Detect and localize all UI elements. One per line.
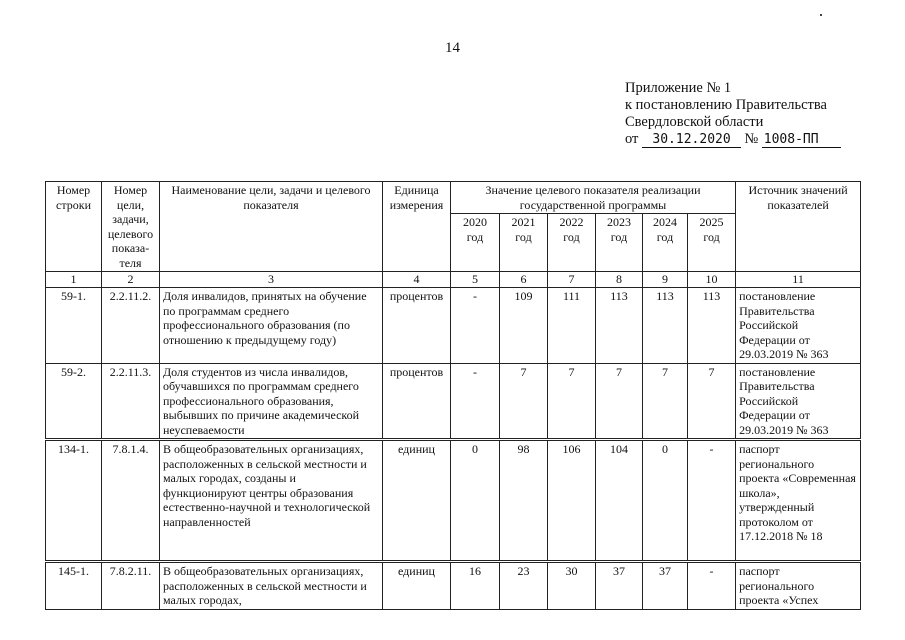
scan-speck [820,14,822,16]
header-year-2020: 2020 год [451,214,500,272]
value-2025: - [688,440,736,562]
header-row-no: Номер строки [46,182,102,272]
col-number: 11 [736,272,861,288]
value-2022: 106 [548,440,596,562]
appendix-title: Приложение № 1 [625,80,732,96]
value-2022: 30 [548,562,596,610]
value-2022: 111 [548,288,596,364]
appendix-line-3: Свердловской области [625,114,764,130]
table-row [46,562,861,610]
table-row [46,440,861,562]
value-2025: 7 [688,363,736,440]
header-name: Наименование цели, задачи и целевого показателя [160,182,383,272]
source: паспорт регионального проекта «Успех [736,562,861,610]
table-row [46,363,861,440]
header-source: Источник значений показателей [736,182,861,272]
goal-number: 2.2.11.3. [102,363,160,440]
source: паспорт регионального проекта «Современная школа», утвержденный протоколом от 17.12.2018 № 18 [736,440,861,562]
value-2021: 23 [500,562,548,610]
row-number: 59-2. [46,363,102,440]
value-2023: 104 [596,440,643,562]
unit: процентов [383,363,451,440]
indicator-name: Доля инвалидов, принятых на обучение по программам среднего профессионального образования (по отношению к предыдущему году) [160,288,383,364]
indicator-name: В общеобразовательных организациях, расположенных в сельской местности и малых городах, [160,562,383,610]
column-numbers-row [46,272,861,288]
unit: процентов [383,288,451,364]
value-2021: 98 [500,440,548,562]
appendix-date-line [625,131,841,148]
from-label: от [625,131,639,147]
row-number: 145-1. [46,562,102,610]
header-year-2024: 2024 год [643,214,688,272]
value-2025: 113 [688,288,736,364]
value-2023: 7 [596,363,643,440]
indicator-name: В общеобразовательных организациях, расположенных в сельской местности и малых городах, созданы и функционируют центры образования естественно-научной и технологической направленностей [160,440,383,562]
source: постановление Правительства Российской Федерации от 29.03.2019 № 363 [736,288,861,364]
value-2020: 0 [451,440,500,562]
value-2024: 113 [643,288,688,364]
goal-number: 7.8.1.4. [102,440,160,562]
value-2021: 7 [500,363,548,440]
value-2022: 7 [548,363,596,440]
header-year-2025: 2025 год [688,214,736,272]
header-unit: Единица измерения [383,182,451,272]
appendix-line-2: к постановлению Правительства [625,97,827,113]
header-year-2022: 2022 год [548,214,596,272]
indicators-table [45,181,861,610]
col-number: 6 [500,272,548,288]
source: постановление Правительства Российской Федерации от 29.03.2019 № 363 [736,363,861,440]
table-row [46,288,861,364]
number-label: № [744,131,759,147]
header-year-2021: 2021 год [500,214,548,272]
value-2025: - [688,562,736,610]
header-values-group: Значение целевого показателя реализации государственной программы [451,182,736,214]
col-number: 5 [451,272,500,288]
header-year-2023: 2023 год [596,214,643,272]
value-2023: 37 [596,562,643,610]
col-number: 1 [46,272,102,288]
col-number: 3 [160,272,383,288]
col-number: 7 [548,272,596,288]
unit: единиц [383,440,451,562]
value-2020: - [451,363,500,440]
indicator-name: Доля студентов из числа инвалидов, обучавшихся по программам среднего профессионального образования, выбывших по причине академической неуспеваемости [160,363,383,440]
col-number: 4 [383,272,451,288]
value-2024: 37 [643,562,688,610]
row-number: 134-1. [46,440,102,562]
decree-date: 30.12.2020 [642,132,740,148]
value-2020: 16 [451,562,500,610]
col-number: 10 [688,272,736,288]
goal-number: 7.8.2.11. [102,562,160,610]
decree-number: 1008-ПП [762,132,841,148]
value-2020: - [451,288,500,364]
value-2024: 0 [643,440,688,562]
header-goal-no: Номер цели, задачи, целевого показа-теля [102,182,160,272]
value-2021: 109 [500,288,548,364]
value-2024: 7 [643,363,688,440]
appendix-block [625,80,841,148]
goal-number: 2.2.11.2. [102,288,160,364]
col-number: 2 [102,272,160,288]
page-number: 14 [445,40,460,56]
value-2023: 113 [596,288,643,364]
col-number: 9 [643,272,688,288]
row-number: 59-1. [46,288,102,364]
unit: единиц [383,562,451,610]
col-number: 8 [596,272,643,288]
